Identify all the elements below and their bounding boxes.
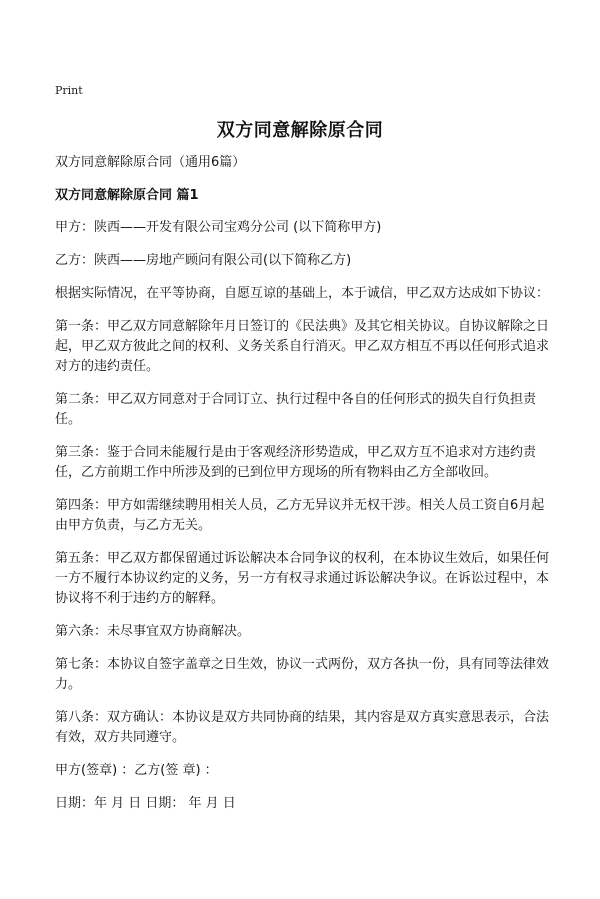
party-b-line: 乙方：陕西——房地产顾问有限公司(以下简称乙方) [55, 253, 352, 268]
document-body [55, 153, 555, 827]
article-1: 第一条：甲乙双方同意解除年月日签订的《民法典》及其它相关协议。自协议解除之日起，甲乙双方彼此之间的权利、义务关系自行消灭。甲乙双方相互不再以任何形式追求对方的违约责任。 [55, 319, 550, 374]
date-line: 日期：年 月 日 日期： 年 月 日 [55, 796, 236, 811]
article-7: 第七条：本协议自签字盖章之日生效，协议一式两份，双方各执一份，具有同等法律效力。 [55, 657, 550, 692]
party-a-line: 甲方：陕西——开发有限公司宝鸡分公司 (以下简称甲方) [55, 220, 382, 235]
document-subtitle: 双方同意解除原合同（通用6篇） [55, 155, 246, 170]
signature-line: 甲方(签章) ：乙方(签 章) ： [55, 763, 218, 778]
article-3: 第三条：鉴于合同未能履行是由于客观经济形势造成，甲乙双方互不追求对方违约责任，乙方前期工作中所涉及到的已到位甲方现场的所有物料由乙方全部收回。 [55, 445, 537, 480]
section-heading: 双方同意解除原合同 篇1 [55, 188, 199, 203]
page-title: 双方同意解除原合同 [216, 120, 384, 141]
article-4: 第四条：甲方如需继续聘用相关人员，乙方无异议并无权干涉。相关人员工资自6月起由甲方负责，与乙方无关。 [55, 498, 545, 533]
article-5: 第五条：甲乙双方都保留通过诉讼解决本合同争议的权利，在本协议生效后，如果任何一方不履行本协议约定的义务，另一方有权寻求通过诉讼解决争议。在诉讼过程中，本协议将不利于违约方的解释。 [55, 551, 550, 606]
article-8: 第八条：双方确认：本协议是双方共同协商的结果，其内容是双方真实意思表示，合法有效，双方共同遵守。 [55, 710, 550, 745]
article-2: 第二条：甲乙双方同意对于合同订立、执行过程中各自的任何形式的损失自行负担责任。 [55, 392, 537, 427]
preamble-paragraph: 根据实际情况，在平等协商，自愿互谅的基础上，本于诚信，甲乙双方达成如下协议： [55, 286, 550, 301]
article-6: 第六条：未尽事宜双方协商解决。 [55, 624, 251, 639]
print-label: Print [55, 84, 83, 97]
